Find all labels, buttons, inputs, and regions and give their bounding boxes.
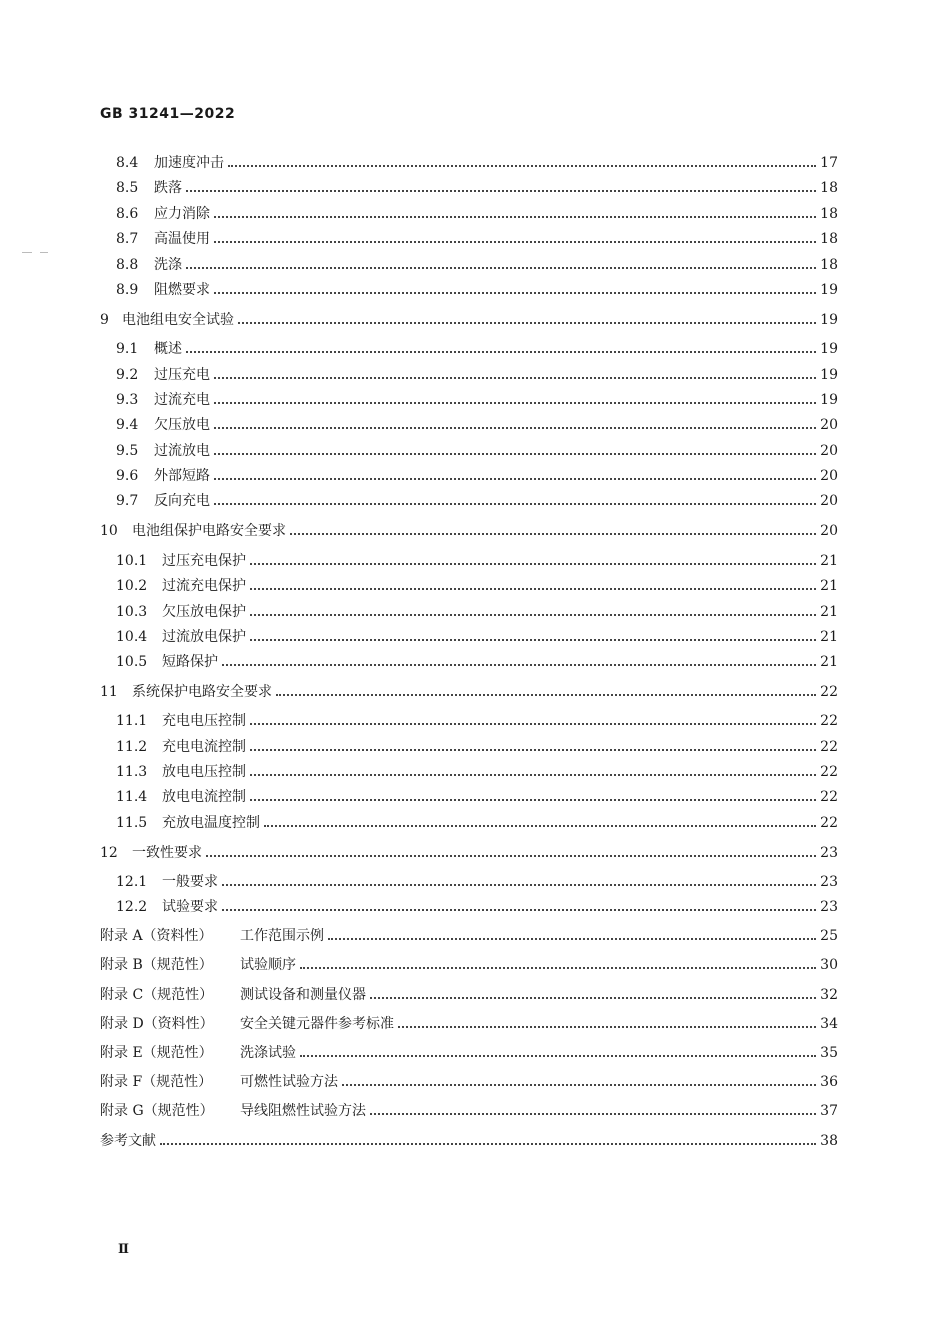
toc-entry-number: 附录 B（规范性） <box>100 957 213 973</box>
toc-entry-title: 阻燃要求 <box>154 282 210 298</box>
toc-dot-leader <box>186 351 816 353</box>
toc-entry-number: 9.1 <box>116 341 139 357</box>
toc-entry-title: 系统保护电路安全要求 <box>132 684 272 700</box>
toc-dot-leader <box>214 402 816 404</box>
toc-entry[interactable] <box>100 441 838 461</box>
toc-entry-number: 8.7 <box>116 231 139 247</box>
toc-dot-leader <box>290 533 816 535</box>
toc-entry[interactable] <box>100 955 838 975</box>
toc-entry-title: 欠压放电保护 <box>162 604 246 620</box>
toc-entry-page: 21 <box>820 578 838 594</box>
toc-entry[interactable] <box>100 1043 838 1063</box>
toc-entry[interactable] <box>100 1014 838 1034</box>
toc-entry-page: 17 <box>820 155 838 171</box>
toc-entry-title: 过流充电保护 <box>162 578 246 594</box>
toc-entry-number: 10 <box>100 523 118 539</box>
toc-entry-number: 11 <box>100 684 118 700</box>
toc-entry-number: 11.3 <box>116 764 148 780</box>
toc-entry-number: 8.6 <box>116 206 139 222</box>
toc-entry-page: 22 <box>820 815 838 831</box>
toc-dot-leader <box>214 453 816 455</box>
toc-entry[interactable] <box>100 280 838 300</box>
toc-entry-number: 附录 G（规范性） <box>100 1103 214 1119</box>
toc-dot-leader <box>222 884 816 886</box>
toc-entry-title: 导线阻燃性试验方法 <box>240 1103 366 1119</box>
toc-dot-leader <box>228 165 816 167</box>
toc-entry-page: 22 <box>820 713 838 729</box>
toc-entry-title: 放电电压控制 <box>162 764 246 780</box>
toc-entry-number: 10.1 <box>116 553 148 569</box>
toc-dot-leader <box>214 478 816 480</box>
toc-entry-title: 电池组电安全试验 <box>122 312 234 328</box>
toc-dot-leader <box>214 503 816 505</box>
scan-artifact <box>22 252 32 253</box>
toc-entry-number: 12 <box>100 845 118 861</box>
toc-entry-number: 附录 E（规范性） <box>100 1045 213 1061</box>
toc-entry-title: 过压充电 <box>154 367 210 383</box>
toc-entry-title: 洗涤 <box>154 257 182 273</box>
toc-dot-leader <box>206 855 816 857</box>
toc-entry-title: 应力消除 <box>154 206 210 222</box>
toc-entry-page: 19 <box>820 341 838 357</box>
toc-entry-page: 21 <box>820 604 838 620</box>
toc-entry[interactable] <box>100 843 838 863</box>
toc-entry[interactable] <box>100 415 838 435</box>
page-number: Ⅱ <box>118 1242 129 1257</box>
toc-entry-page: 22 <box>820 764 838 780</box>
toc-dot-leader <box>222 909 816 911</box>
toc-entry-number: 9.2 <box>116 367 139 383</box>
toc-entry-title: 参考文献 <box>100 1133 156 1149</box>
toc-dot-leader <box>250 749 816 751</box>
toc-dot-leader <box>214 241 816 243</box>
toc-entry-page: 20 <box>820 443 838 459</box>
toc-entry-number: 10.2 <box>116 578 148 594</box>
toc-entry-number: 10.4 <box>116 629 148 645</box>
toc-entry-title: 过流放电 <box>154 443 210 459</box>
toc-entry-number: 9.7 <box>116 493 139 509</box>
toc-entry-title: 测试设备和测量仪器 <box>240 987 366 1003</box>
scan-artifact <box>40 252 48 253</box>
toc-entry[interactable] <box>100 872 838 892</box>
toc-dot-leader <box>214 292 816 294</box>
toc-entry-title: 概述 <box>154 341 182 357</box>
toc-entry[interactable] <box>100 652 838 672</box>
toc-entry-number: 附录 D（资料性） <box>100 1016 214 1032</box>
toc-dot-leader <box>328 938 816 940</box>
toc-dot-leader <box>186 267 816 269</box>
toc-dot-leader <box>250 588 816 590</box>
toc-entry-title: 过流放电保护 <box>162 629 246 645</box>
toc-entry-page: 18 <box>820 206 838 222</box>
toc-dot-leader <box>214 427 816 429</box>
toc-entry[interactable] <box>100 602 838 622</box>
toc-dot-leader <box>370 997 816 999</box>
toc-dot-leader <box>300 967 816 969</box>
toc-entry-page: 23 <box>820 874 838 890</box>
toc-entry-title: 安全关键元器件参考标准 <box>240 1016 394 1032</box>
toc-entry-page: 18 <box>820 257 838 273</box>
toc-dot-leader <box>398 1026 816 1028</box>
toc-entry-page: 21 <box>820 629 838 645</box>
toc-entry[interactable] <box>100 390 838 410</box>
toc-entry[interactable] <box>100 1101 838 1121</box>
toc-entry-page: 38 <box>820 1133 838 1149</box>
toc-entry-page: 21 <box>820 553 838 569</box>
toc-entry-page: 18 <box>820 231 838 247</box>
toc-entry[interactable] <box>100 576 838 596</box>
toc-dot-leader <box>250 723 816 725</box>
toc-entry-title: 一般要求 <box>162 874 218 890</box>
toc-entry-title: 充电电流控制 <box>162 739 246 755</box>
toc-entry[interactable] <box>100 551 838 571</box>
toc-entry-title: 一致性要求 <box>132 845 202 861</box>
toc-entry-page: 23 <box>820 845 838 861</box>
toc-entry-number: 附录 A（资料性） <box>100 928 213 944</box>
toc-entry-title: 工作范围示例 <box>240 928 324 944</box>
toc-entry-title: 电池组保护电路安全要求 <box>132 523 286 539</box>
toc-entry-title: 试验要求 <box>162 899 218 915</box>
toc-dot-leader <box>250 614 816 616</box>
toc-dot-leader <box>264 825 816 827</box>
toc-entry-page: 19 <box>820 282 838 298</box>
toc-entry[interactable] <box>100 178 838 198</box>
toc-dot-leader <box>186 190 816 192</box>
toc-entry-number: 11.4 <box>116 789 148 805</box>
toc-entry[interactable] <box>100 466 838 486</box>
toc-dot-leader <box>250 639 816 641</box>
toc-entry-number: 9 <box>100 312 109 328</box>
toc-entry-page: 20 <box>820 417 838 433</box>
toc-entry[interactable] <box>100 204 838 224</box>
toc-entry-title: 充放电温度控制 <box>162 815 260 831</box>
toc-entry[interactable] <box>100 339 838 359</box>
toc-entry-number: 11.1 <box>116 713 148 729</box>
toc-entry-number: 附录 C（规范性） <box>100 987 214 1003</box>
toc-entry-page: 22 <box>820 739 838 755</box>
toc-entry-page: 18 <box>820 180 838 196</box>
toc-entry-number: 8.4 <box>116 155 139 171</box>
toc-dot-leader <box>238 322 816 324</box>
toc-entry-number: 9.5 <box>116 443 139 459</box>
toc-entry[interactable] <box>100 153 838 173</box>
document-code: GB 31241—2022 <box>100 106 236 122</box>
toc-entry-title: 外部短路 <box>154 468 210 484</box>
toc-entry[interactable] <box>100 491 838 511</box>
toc-dot-leader <box>300 1055 816 1057</box>
toc-entry-title: 短路保护 <box>162 654 218 670</box>
toc-entry[interactable] <box>100 521 838 541</box>
toc-entry-number: 11.5 <box>116 815 148 831</box>
toc-entry-page: 35 <box>820 1045 838 1061</box>
toc-entry-title: 过流充电 <box>154 392 210 408</box>
toc-dot-leader <box>214 377 816 379</box>
toc-dot-leader <box>250 563 816 565</box>
toc-entry-number: 附录 F（规范性） <box>100 1074 213 1090</box>
toc-dot-leader <box>342 1084 816 1086</box>
toc-entry[interactable] <box>100 229 838 249</box>
toc-entry-page: 20 <box>820 523 838 539</box>
toc-entry-title: 跌落 <box>154 180 182 196</box>
toc-entry-title: 欠压放电 <box>154 417 210 433</box>
toc-entry-page: 37 <box>820 1103 838 1119</box>
toc-entry[interactable] <box>100 897 838 917</box>
toc-entry-title: 高温使用 <box>154 231 210 247</box>
toc-entry-number: 8.5 <box>116 180 139 196</box>
toc-entry-number: 9.3 <box>116 392 139 408</box>
toc-entry[interactable] <box>100 711 838 731</box>
toc-entry-page: 19 <box>820 392 838 408</box>
toc-entry[interactable] <box>100 926 838 946</box>
toc-entry[interactable] <box>100 813 838 833</box>
toc-entry-number: 10.3 <box>116 604 148 620</box>
toc-dot-leader <box>160 1143 816 1145</box>
toc-entry-title: 反向充电 <box>154 493 210 509</box>
toc-dot-leader <box>250 799 816 801</box>
toc-entry-number: 8.8 <box>116 257 139 273</box>
toc-entry-number: 9.6 <box>116 468 139 484</box>
toc-entry-page: 19 <box>820 312 838 328</box>
toc-entry-number: 11.2 <box>116 739 148 755</box>
toc-entry-page: 32 <box>820 987 838 1003</box>
toc-entry-number: 9.4 <box>116 417 139 433</box>
toc-entry-title: 洗涤试验 <box>240 1045 296 1061</box>
toc-entry-page: 19 <box>820 367 838 383</box>
toc-entry-page: 23 <box>820 899 838 915</box>
toc-dot-leader <box>222 664 816 666</box>
toc-entry-number: 12.1 <box>116 874 148 890</box>
toc-entry-page: 21 <box>820 654 838 670</box>
toc-dot-leader <box>214 216 816 218</box>
toc-entry-number: 10.5 <box>116 654 148 670</box>
toc-entry-number: 12.2 <box>116 899 148 915</box>
toc-entry[interactable] <box>100 365 838 385</box>
toc-entry[interactable] <box>100 762 838 782</box>
toc-entry[interactable] <box>100 985 838 1005</box>
toc-entry-title: 试验顺序 <box>240 957 296 973</box>
toc-dot-leader <box>276 694 816 696</box>
toc-entry-number: 8.9 <box>116 282 139 298</box>
toc-entry-title: 充电电压控制 <box>162 713 246 729</box>
toc-entry-page: 20 <box>820 493 838 509</box>
toc-entry-page: 20 <box>820 468 838 484</box>
toc-entry[interactable] <box>100 255 838 275</box>
toc-entry[interactable] <box>100 737 838 757</box>
toc-entry-page: 34 <box>820 1016 838 1032</box>
toc-entry-page: 22 <box>820 789 838 805</box>
toc-dot-leader <box>250 774 816 776</box>
toc-entry-page: 25 <box>820 928 838 944</box>
toc-entry[interactable] <box>100 1131 838 1151</box>
toc-entry[interactable] <box>100 787 838 807</box>
toc-dot-leader <box>370 1113 816 1115</box>
toc-entry[interactable] <box>100 310 838 330</box>
toc-entry-title: 加速度冲击 <box>154 155 224 171</box>
toc-entry[interactable] <box>100 627 838 647</box>
toc-entry-title: 过压充电保护 <box>162 553 246 569</box>
toc-entry-title: 放电电流控制 <box>162 789 246 805</box>
toc-entry-page: 30 <box>820 957 838 973</box>
toc-entry-title: 可燃性试验方法 <box>240 1074 338 1090</box>
toc-entry-page: 22 <box>820 684 838 700</box>
toc-entry-page: 36 <box>820 1074 838 1090</box>
toc-entry[interactable] <box>100 1072 838 1092</box>
toc-entry[interactable] <box>100 682 838 702</box>
